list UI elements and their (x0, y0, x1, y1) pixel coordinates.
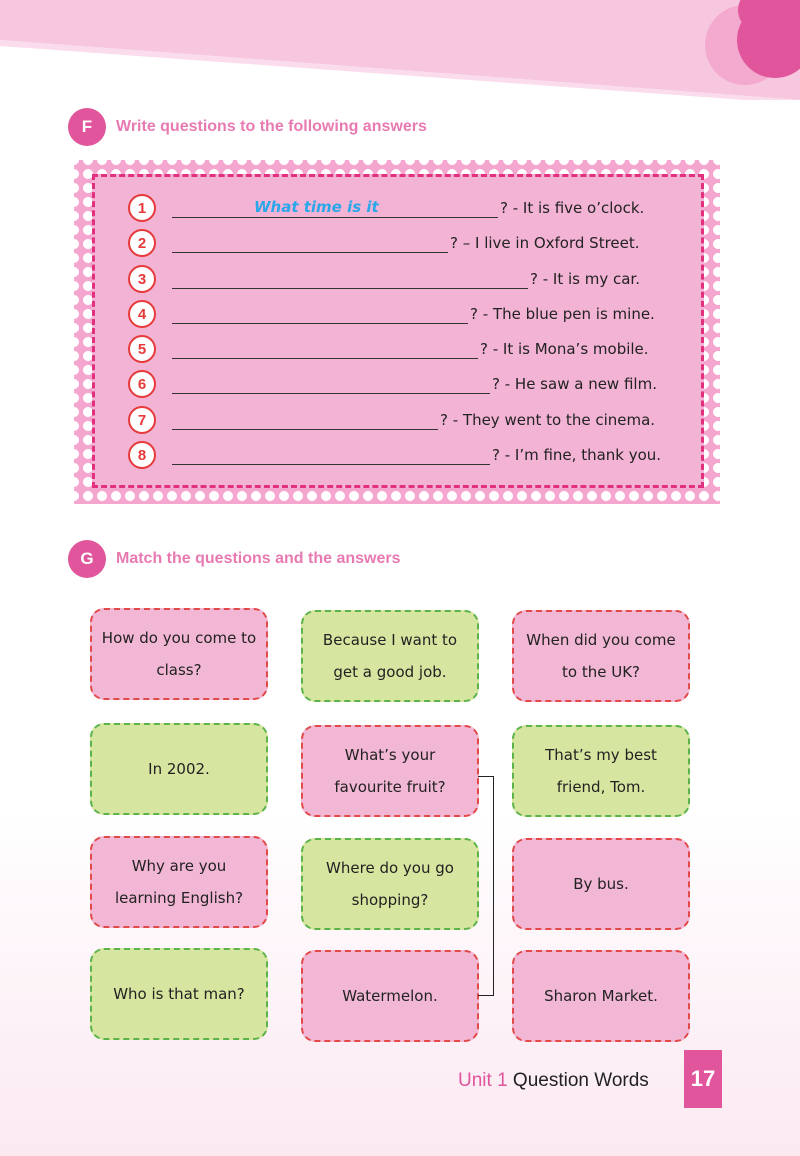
section-g-title: Match the questions and the answers (116, 550, 401, 567)
answer-blank[interactable] (172, 445, 490, 465)
section-g-letter: G (68, 540, 106, 578)
page-number: 17 (684, 1050, 722, 1108)
match-card-5[interactable]: What’s your favourite fruit? (301, 725, 479, 817)
page-footer (458, 1070, 649, 1092)
section-f-letter: F (68, 108, 106, 146)
match-card-1[interactable]: How do you come to class? (90, 608, 268, 700)
match-card-6[interactable]: That’s my best friend, Tom. (512, 725, 690, 817)
answer-blank[interactable] (172, 339, 478, 359)
match-card-3[interactable]: When did you come to the UK? (512, 610, 690, 702)
given-answer: ? - The blue pen is mine. (470, 305, 655, 323)
question-row-4 (128, 300, 655, 328)
section-f-title: Write questions to the following answers (116, 118, 427, 135)
answer-blank[interactable] (172, 233, 448, 253)
top-decoration (0, 0, 800, 100)
question-number: 1 (128, 194, 156, 222)
question-row-6 (128, 370, 657, 398)
question-row-5 (128, 335, 649, 363)
unit-topic: Question Words (512, 1070, 649, 1091)
answer-blank[interactable] (172, 304, 468, 324)
section-f-header (68, 108, 427, 146)
match-card-10[interactable]: Who is that man? (90, 948, 268, 1040)
match-card-9[interactable]: By bus. (512, 838, 690, 930)
match-connector-line (478, 776, 494, 996)
match-card-7[interactable]: Why are you learning English? (90, 836, 268, 928)
given-answer: ? - He saw a new film. (492, 375, 657, 393)
given-answer: ? - It is my car. (530, 270, 640, 288)
question-number: 6 (128, 370, 156, 398)
match-card-8[interactable]: Where do you go shopping? (301, 838, 479, 930)
question-number: 7 (128, 406, 156, 434)
filled-answer: What time is it (254, 198, 379, 216)
given-answer: ? - It is five o’clock. (500, 199, 645, 217)
question-number: 3 (128, 265, 156, 293)
match-card-12[interactable]: Sharon Market. (512, 950, 690, 1042)
given-answer: ? – I live in Oxford Street. (450, 234, 640, 252)
given-answer: ? - I’m fine, thank you. (492, 446, 662, 464)
question-number: 8 (128, 441, 156, 469)
question-number: 5 (128, 335, 156, 363)
unit-label: Unit 1 (458, 1070, 508, 1091)
answer-blank[interactable] (172, 374, 490, 394)
answer-blank[interactable] (172, 198, 498, 218)
match-card-11[interactable]: Watermelon. (301, 950, 479, 1042)
question-row-1 (128, 194, 644, 222)
question-number: 4 (128, 300, 156, 328)
question-row-8 (128, 441, 661, 469)
question-row-7 (128, 406, 655, 434)
question-row-3 (128, 265, 640, 293)
answer-blank[interactable] (172, 410, 438, 430)
given-answer: ? - It is Mona’s mobile. (480, 340, 649, 358)
section-g-header (68, 540, 401, 578)
given-answer: ? - They went to the cinema. (440, 411, 656, 429)
answer-blank[interactable] (172, 269, 528, 289)
match-card-4[interactable]: In 2002. (90, 723, 268, 815)
match-card-2[interactable]: Because I want to get a good job. (301, 610, 479, 702)
question-row-2 (128, 229, 640, 257)
question-number: 2 (128, 229, 156, 257)
